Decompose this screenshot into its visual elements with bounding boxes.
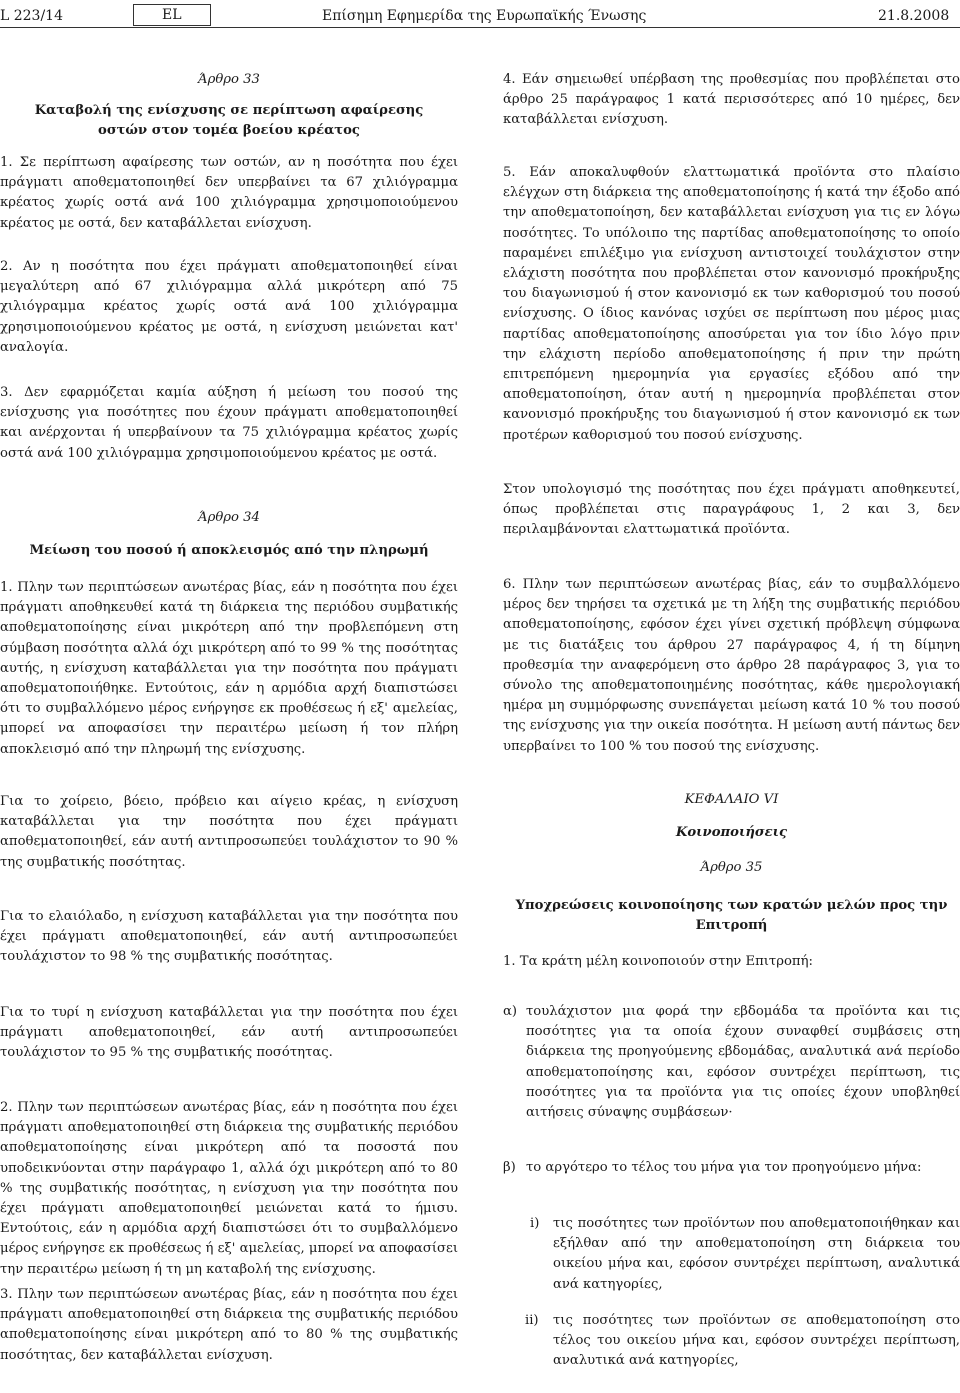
- article-33-heading: Καταβολή της ενίσχυσης σε περίπτωση αφαίρεσης οστών στον τομέα βοείου κρέατος: [34, 103, 424, 139]
- list-item-a-text: τουλάχιστον μια φορά την εβδομάδα τα προϊόντα και τις ποσότητες για τα οποία έχουν συναφθεί συμβάσεις στη διάρκεια της προηγούμενης εβδομάδας, αναλυτικά ανά περίοδο αποθεματοποίησης και, εφόσον συντρέχει περίπτωση, τις ποσότητες για τα προϊόντα για τις οποίες έχουν υποβληθεί αιτήσεις σύναψης συμβάσεων·: [526, 1004, 960, 1121]
- list-item-ii-label: ii): [525, 1313, 539, 1328]
- list-item-b: [503, 1158, 960, 1178]
- olive-oil-paragraph: Για το ελαιόλαδο, η ενίσχυση καταβάλλεται για την ποσότητα που έχει πράγματι αποθεματοποιηθεί, εάν αυτή αντιπροσωπεύει τουλάχιστον το 98 % της συμβατικής ποσότητας.: [0, 909, 458, 965]
- article-33-paragraph-1: 1. Σε περίπτωση αφαίρεσης των οστών, αν η ποσότητα που έχει πράγματι αποθεματοποιηθεί δεν υπερβαίνει τα 67 χιλιόγραμμα κρέατος χωρίς οστά ανά 100 χιλιόγραμμα χρησιμοποιούμενου κρέατος με οστά, δεν καταβάλλεται ενίσχυση.: [0, 155, 458, 231]
- list-item-ii-text: τις ποσότητες των προϊόντων σε αποθεματοποίηση στο τέλος του οικείου μήνα και, εφόσον συντρέχει περίπτωση, αναλυτικά ανά κατηγορίες,: [553, 1313, 960, 1369]
- article-35-paragraph-1: 1. Τα κράτη μέλη κοινοποιούν στην Επιτροπή:: [503, 954, 813, 969]
- list-item-i: [503, 1214, 960, 1295]
- article-33-title: Άρθρο 33: [198, 72, 260, 87]
- list-item-i-text: τις ποσότητες των προϊόντων που αποθεματοποιήθηκαν και εξήλθαν από την αποθεματοποίηση στη διάρκεια του οικείου μήνα και, εφόσον συντρέχει περίπτωση, αναλυτικά ανά κατηγορίες,: [553, 1216, 960, 1292]
- article-34-title: Άρθρο 34: [198, 510, 260, 525]
- article-34-paragraph-6: 6. Πλην των περιπτώσεων ανωτέρας βίας, εάν το συμβαλλόμενο μέρος δεν τηρήσει τα σχετικά με τη λήξη της συμβατικής περιόδου αποθεματοποίησης, εφόσον έχει γίνει σχετική πρόβλεψη σύμφωνα με τις διατάξεις του άρθρου 27 παράγραφος 4, ή τη δίμηνη προθεσμία την αναφερόμενη στο άρθρο 28 παράγραφος 3, για το σύνολο της αποθεματοποιημένης ποσότητας, κάθε ημερολογιακή ημέρα μη συμμόρφωσης συνεπάγεται μείωση κατά 10 % του ποσού της ενίσχυσης για την οικεία ποσότητα. Η μείωση αυτή πάντως δεν υπερβαίνει το 100 % του ποσού της ενίσχυσης.: [503, 577, 960, 754]
- article-35-heading: Υποχρεώσεις κοινοποίησης των κρατών μελών προς την Επιτροπή: [515, 898, 948, 934]
- article-34-paragraph-2: 2. Πλην των περιπτώσεων ανωτέρας βίας, εάν η ποσότητα που έχει πράγματι αποθεματοποιηθεί στη διάρκεια της συμβατικής περιόδου αποθεματοποίησης είναι μικρότερη από τα ποσοστά που υποδεικνύονται στην παράγραφο 1, αλλά όχι μικρότερη από το 80 % της συμβατικής ποσότητας, η ενίσχυση για την ποσότητα που έχει πράγματι αποθεματοποιηθεί μειώνεται κατά το ήμισυ. Εντούτοις, εάν η αρμόδια αρχή διαπιστώσει ότι το συμβαλλόμενο μέρος ενήργησε εκ προθέσεως ή εξ' αμελείας, μπορεί να αποφασίσει την περαιτέρω μείωση ή τη μη καταβολή της ενίσχυσης.: [0, 1100, 458, 1277]
- chapter-title: Κοινοποιήσεις: [675, 825, 788, 840]
- article-33-paragraph-2: 2. Αν η ποσότητα που έχει πράγματι αποθεματοποιηθεί είναι μεγαλύτερη από 67 χιλιόγραμμα αλλά μικρότερη από 75 χιλιόγραμμα κρέατος χωρίς οστά ανά 100 χιλιόγραμμα χρησιμοποιούμενου κρέατος με οστά, η ενίσχυση μειώνεται κατ' αναλογία.: [0, 259, 458, 355]
- list-item-b-label: β): [503, 1160, 516, 1175]
- list-item-a-label: α): [503, 1004, 518, 1019]
- article-34-paragraph-4: 4. Εάν σημειωθεί υπέρβαση της προθεσμίας που προβλέπεται στο άρθρο 25 παράγραφος 1 κατά περισσότερες από 10 ημέρες, δεν καταβάλλεται ενίσχυση.: [503, 72, 960, 128]
- journal-title: Επίσημη Εφημερίδα της Ευρωπαϊκής Ένωσης: [322, 8, 647, 24]
- article-34-paragraph-3: 3. Πλην των περιπτώσεων ανωτέρας βίας, εάν η ποσότητα που έχει πράγματι αποθεματοποιηθεί στη διάρκεια της συμβατικής περιόδου αποθεματοποίησης είναι μικρότερη από το 80 % της συμβατικής ποσότητας, δεν καταβάλλεται ενίσχυση.: [0, 1287, 458, 1363]
- article-35-title: Άρθρο 35: [700, 860, 763, 875]
- page-reference: L 223/14: [0, 8, 63, 24]
- list-item-b-text: το αργότερο το τέλος του μήνα για τον προηγούμενο μήνα:: [526, 1160, 922, 1175]
- chapter-label: ΚΕΦΑΛΑΙΟ VI: [684, 792, 779, 807]
- header-rule: [0, 27, 960, 28]
- pork-beef-paragraph: Για το χοίρειο, βόειο, πρόβειο και αίγειο κρέας, η ενίσχυση καταβάλλεται για την ποσότητα που έχει πράγματι αποθεματοποιηθεί, εάν αυτή αντιπροσωπεύει τουλάχιστον το 90 % της συμβατικής ποσότητας.: [0, 794, 458, 870]
- page-header: [0, 4, 960, 26]
- article-34-heading: Μείωση του ποσού ή αποκλεισμός από την πληρωμή: [29, 543, 429, 558]
- article-34-paragraph-5-continued: Στον υπολογισμό της ποσότητας που έχει πράγματι αποθηκευτεί, όπως προβλέπεται στις παραγράφους 1, 2 και 3, δεν περιλαμβάνονται ελαττωματικά προϊόντα.: [503, 482, 960, 538]
- list-item-i-label: i): [530, 1216, 540, 1231]
- list-item-ii: [503, 1311, 960, 1372]
- list-item-a: [503, 1002, 960, 1123]
- language-code-badge: EL: [133, 4, 211, 26]
- article-34-paragraph-1: 1. Πλην των περιπτώσεων ανωτέρας βίας, εάν η ποσότητα που έχει πράγματι αποθηκευθεί κατά τη διάρκεια της περιόδου συμβατικής αποθεματοποίησης είναι μικρότερη από την προβλεπόμενη στη σύμβαση ποσότητα αλλά όχι μικρότερη από το 99 % της ποσότητας αυτής, η ενίσχυση καταβάλλεται για την ποσότητα που πράγματι αποθεματοποιήθηκε. Εντούτοις, εάν η αρμόδια αρχή διαπιστώσει ότι το συμβαλλόμενο μέρος ενήργησε εκ προθέσεως ή εξ' αμελείας, μπορεί να αποφασίσει την περαιτέρω μείωση ή τον πλήρη αποκλεισμό από την πληρωμή της ενίσχυσης.: [0, 580, 458, 757]
- article-34-paragraph-5: 5. Εάν αποκαλυφθούν ελαττωματικά προϊόντα στο πλαίσιο ελέγχων στη διάρκεια της αποθεματοποίησης ή κατά την έξοδο από την αποθεματοποίηση, δεν καταβάλλεται ενίσχυση για τις εν λόγω ποσότητες. Το υπόλοιπο της παρτίδας αποθεματοποίησης το οποίο παραμένει επιλέξιμο για ενίσχυση αντιστοιχεί τουλάχιστον στην ελάχιστη ποσότητα που προβλέπεται στον κανονισμό προκήρυξης του διαγωνισμού ή στον κανονισμό εκ των καθορισμού του ποσού ενίσχυσης. Ο ίδιος κανόνας ισχύει σε περίπτωση που μέρος μιας παρτίδας αποθεματοποίησης αποσύρεται για τον ίδιο λόγο πριν την ελάχιστη περίοδο αποθεματοποίησης ή πριν την πρώτη επιτρεπόμενη ημερομηνία για εργασίες εξόδου από την αποθεματοποίηση, όταν αυτή η ημερομηνία προβλέπεται στον κανονισμό προκήρυξης του διαγωνισμού ή στον κανονισμό εκ των προτέρων καθορισμού του ποσού ενίσχυσης.: [503, 165, 960, 443]
- publication-date: 21.8.2008: [878, 8, 950, 24]
- article-33-paragraph-3: 3. Δεν εφαρμόζεται καμία αύξηση ή μείωση του ποσού της ενίσχυσης για ποσότητες που έχουν πράγματι αποθεματοποιηθεί και ανέρχονται ή υπερβαίνουν τα 75 χιλιόγραμμα κρέατος χωρίς οστά ανά 100 χιλιόγραμμα χρησιμοποιούμενου κρέατος με οστά.: [0, 385, 458, 461]
- cheese-paragraph: Για το τυρί η ενίσχυση καταβάλλεται για την ποσότητα που έχει πράγματι αποθεματοποιηθεί, εάν αυτή αντιπροσωπεύει τουλάχιστον το 95 % της συμβατικής ποσότητας.: [0, 1005, 458, 1061]
